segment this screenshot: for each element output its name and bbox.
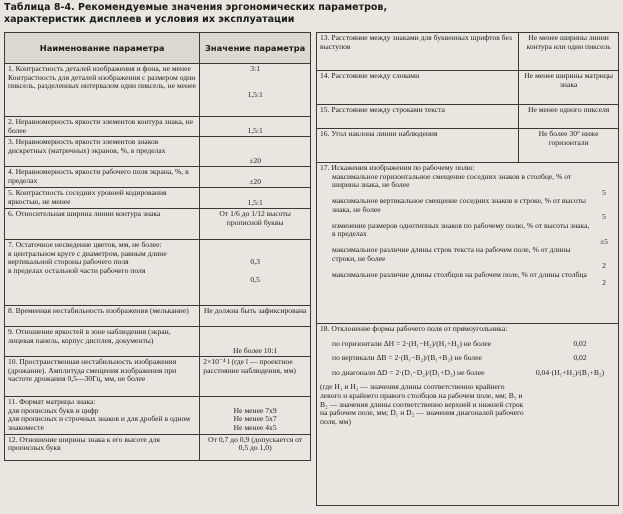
table-row <box>5 209 311 240</box>
table-row <box>317 129 619 163</box>
distortion-item <box>320 197 615 222</box>
header-parameter-name: Наименование параметра <box>5 33 200 64</box>
caption-line-1: Таблица 8-4. Рекомендуемые значения эргономических параметров, <box>4 2 388 13</box>
row-title: 18. Отклонение формы рабочего поля от прямоугольника: <box>320 324 508 333</box>
item-text: максимальное горизонтальное смещение соседних знаков в столбце, % от ширины знака, не более <box>332 171 572 190</box>
formula-value: 0,02 <box>573 338 587 348</box>
item-value: 2 <box>602 277 606 287</box>
row-value: 3:1 1,5:1 <box>200 64 311 117</box>
row-title: 17. Искажения изображения по рабочему полю: <box>320 163 475 172</box>
formula-value: 0,02 <box>573 353 587 363</box>
row-value: Не должна быть зафиксирована <box>200 306 311 327</box>
row-name: 3. Неравномерность яркости элементов знаков дискретных (матричных) экранов, %, в пределах <box>5 137 200 167</box>
left-parameters-table <box>4 32 311 461</box>
formula-value: 0,04·(H₁+H₂)/(B₁+B₂) <box>535 367 605 377</box>
item-value: 2 <box>602 261 606 271</box>
row-name: 4. Неравномерность яркости рабочего поля экрана, %, в пределах <box>5 167 200 188</box>
row-value: 1,5:1 <box>200 188 311 209</box>
table-row-shape-deviation <box>317 324 619 506</box>
table-row <box>5 137 311 167</box>
row-value: Не более 30° ниже горизонтали <box>519 129 619 163</box>
item-value: 5 <box>602 212 606 222</box>
distortion-item <box>320 271 615 288</box>
deviation-item-vertical <box>320 354 615 363</box>
formula-text: по вертикали ΔB = 2·(B₁−B₂)/(B₁+B₂) не более <box>332 353 482 363</box>
row-value: От 0,7 до 0,9 (допускается от 0,5 до 1,0) <box>200 434 311 460</box>
item-value: ±5 <box>600 236 608 246</box>
header-row <box>5 33 311 64</box>
row-name: 7. Остаточное несведение цветов, мм, не более: в центральном круге с диаметром, равным длине вертикальной стороны рабочего поля в пределах остальной части рабочего поля <box>5 240 200 306</box>
table-row <box>5 306 311 327</box>
formula-note: (где H₁ и H₂ — значения длины соответственно крайнего левого и крайнего правого столбцов на рабочем поле, мм; B₁ и B₂ — значения длины соответственно верхней и нижней строк на рабочем поле, мм; D₁ и D₂ — значения диагоналей рабочего поля, мм) <box>320 382 524 426</box>
deviation-item-horizontal <box>320 340 615 349</box>
distortion-item <box>320 222 615 247</box>
right-parameters-table <box>316 32 619 506</box>
row-name: 11. Формат матрицы знака: для прописных букв и цифр для прописных и строчных знаков и для дробей в одном знакоместе <box>5 397 200 434</box>
row-name: 9. Отношение яркостей в зоне наблюдения (экран, лицевая панель, корпус дисплея, документы) <box>5 327 200 357</box>
table-row <box>5 240 311 306</box>
caption-line-2: характеристик дисплеев и условия их эксплуатации <box>4 14 295 25</box>
row-value: 0,3 0,5 <box>200 240 311 306</box>
row-value: От 1/6 до 1/12 высоты прописной буквы <box>200 209 311 240</box>
table-row-distortions <box>317 163 619 324</box>
formula-text: по горизонтали ΔH = 2·(H₁−H₂)/(H₁+H₂) не более <box>332 338 492 348</box>
table-row <box>5 327 311 357</box>
row-name: 10. Пространственная нестабильность изображения (дрожание). Амплитуда смещения изображения при частоте дрожания 0,5—30Гц, мм, не более <box>5 357 200 397</box>
header-parameter-value: Значение параметра <box>200 33 311 64</box>
row-value: ±20 <box>200 167 311 188</box>
item-text: максимальное вертикальное смещение соседних знаков в строке, % от высоты знака, не более <box>332 196 586 214</box>
table-row <box>317 71 619 105</box>
table-row <box>5 434 311 460</box>
distortion-item <box>320 246 615 271</box>
item-text: изменение размеров однотипных знаков по рабочему полю, % от высоты знака, в пределах <box>332 220 590 239</box>
table-row <box>5 397 311 434</box>
row-name: 2. Неравномерность яркости элементов контура знака, не более <box>5 117 200 137</box>
formula-text: по диагонали ΔD = 2·(D₁−D₂)/(D₁+D₂) не более <box>332 367 485 377</box>
row-value: Не более 10:1 <box>200 327 311 357</box>
deviation-item-diagonal <box>320 369 615 378</box>
row-value: 2×10⁻⁴ l (где l — проектное расстояние наблюдения, мм) <box>200 357 311 397</box>
row-value: 1,5:1 <box>200 117 311 137</box>
item-value: 5 <box>602 187 606 197</box>
row-value: Не менее 7х9 Не менее 5х7 Не менее 4х5 <box>200 397 311 434</box>
table-row <box>317 33 619 71</box>
row-name: 15. Расстояние между строками текста <box>317 105 519 129</box>
row-value: Не менее одного пикселя <box>519 105 619 129</box>
row-value: Не менее ширины матрицы знака <box>519 71 619 105</box>
item-text: максимальное различие длины строк текста на рабочем поле, % от длины строки, не более <box>332 245 571 263</box>
row-name: 12. Отношение ширины знака к его высоте для прописных букв <box>5 434 200 460</box>
row-name: 1. Контрастность деталей изображения и фона, не менее Контрастность для деталей изображения с размером один пиксель, разделенных интервалом один пиксель, не менее <box>5 64 200 117</box>
row-name: 13. Расстояние между знаками для буквенных шрифтов без выступов <box>317 33 519 71</box>
row-shape-deviation <box>317 324 619 506</box>
item-text: максимальное различие длины столбцов на рабочем поле, % от длины столбца <box>332 269 587 279</box>
table-row <box>5 64 311 117</box>
row-name: 8. Временная нестабильность изображения (мелькание) <box>5 306 200 327</box>
row-name: 14. Расстояние между словами <box>317 71 519 105</box>
distortion-item <box>320 173 615 198</box>
table-row <box>5 357 311 397</box>
table-row <box>5 117 311 137</box>
table-row <box>5 167 311 188</box>
row-value: ±20 <box>200 137 311 167</box>
row-name: 6. Относительная ширина линии контура знака <box>5 209 200 240</box>
table-row <box>5 188 311 209</box>
row-name: 5. Контрастность соседних уровней кодирования яркостью, не менее <box>5 188 200 209</box>
row-distortions <box>317 163 619 324</box>
row-value: Не менее ширины линии контура или один пиксель <box>519 33 619 71</box>
row-name: 16. Угол наклона линии наблюдения <box>317 129 519 163</box>
table-row <box>317 105 619 129</box>
table-caption <box>4 2 404 26</box>
